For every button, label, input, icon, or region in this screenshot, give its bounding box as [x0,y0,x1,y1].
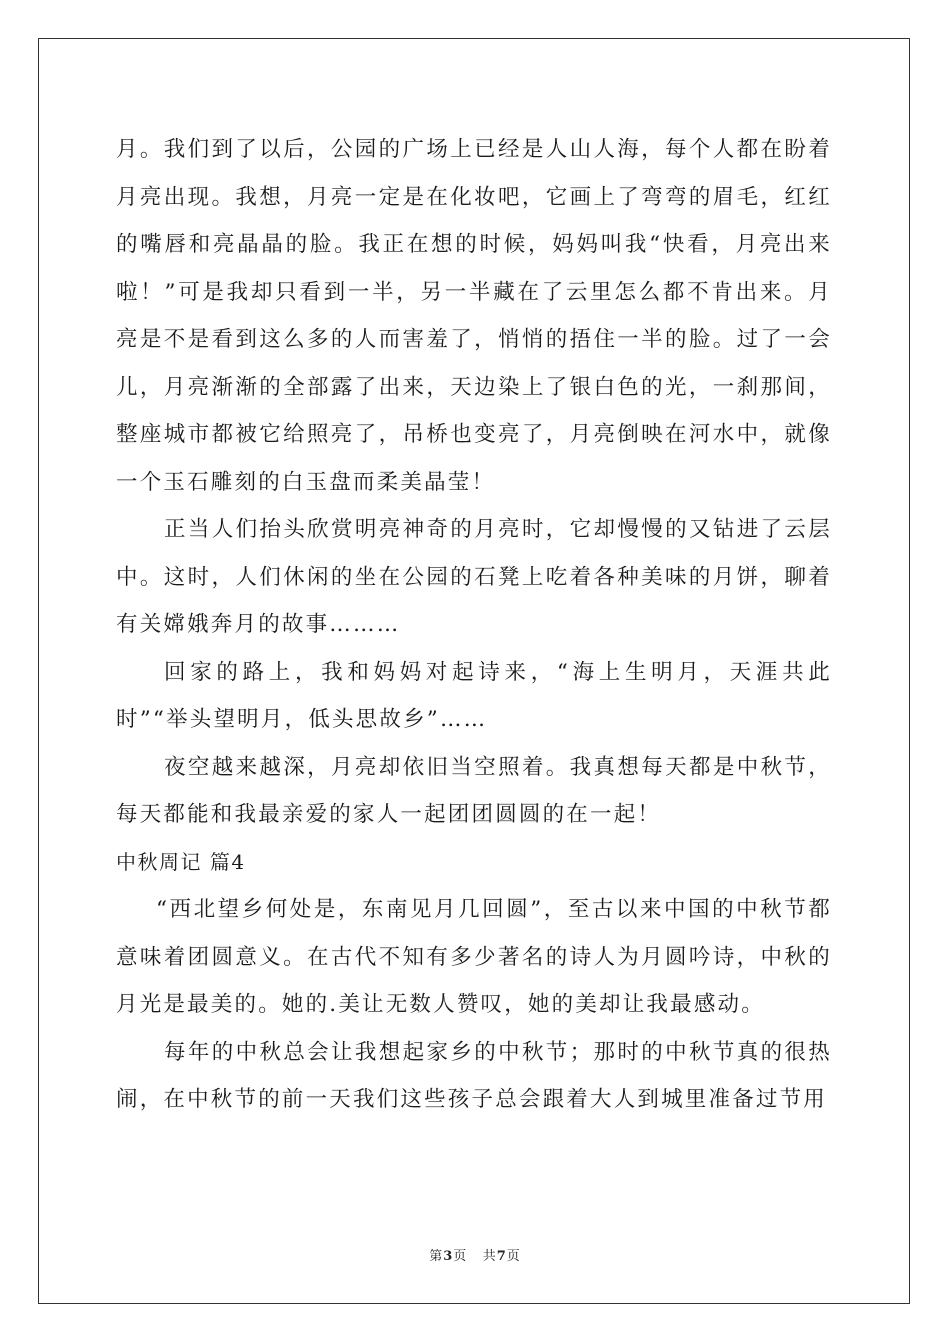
page-footer [0,1245,950,1264]
section-heading: 中秋周记 篇4 [116,849,246,874]
paragraph: 回家的路上，我和妈妈对起诗来，“海上生明月，天涯共此时”“举头望明月，低头思故乡”…… [116,659,832,732]
current-page-number: 3 [443,1249,454,1264]
paragraph: “西北望乡何处是，东南见月几回圆”，至古以来中国的中秋节都意味着团圆意义。在古代不知有多少著名的诗人为月圆吟诗，中秋的月光是最美的。她的.美让无数人赞叹，她的美却让我最感动。 [116,897,832,1017]
paragraph: 每年的中秋总会让我想起家乡的中秋节；那时的中秋节真的很热闹，在中秋节的前一天我们这些孩子总会跟着大人到城里准备过节用 [116,1039,832,1112]
page-prefix: 第 [429,1249,444,1264]
document-body [116,126,832,1124]
paragraph-continued: 月。我们到了以后，公园的广场上已经是人山人海，每个人都在盼着月亮出现。我想，月亮一定是在化妆吧，它画上了弯弯的眉毛，红红的嘴唇和亮晶晶的脸。我正在想的时候，妈妈叫我“快看，月亮出来啦！”可是我却只看到一半，另一半藏在了云里怎么都不肯出来。月亮是不是看到这么多的人而害羞了，悄悄的捂住一半的脸。过了一会儿，月亮渐渐的全部露了出来，天边染上了银白色的光，一刹那间，整座城市都被它给照亮了，吊桥也变亮了，月亮倒映在河水中，就像一个玉石雕刻的白玉盘而柔美晶莹！ [116,137,832,495]
total-suffix: 页 [506,1249,521,1264]
paragraph: 夜空越来越深，月亮却依旧当空照着。我真想每天都是中秋节，每天都能和我最亲爱的家人一起团团圆圆的在一起！ [116,754,832,827]
total-prefix: 共 [482,1249,497,1264]
total-pages-number: 7 [496,1249,507,1264]
page-suffix: 页 [453,1249,468,1264]
paragraph: 正当人们抬头欣赏明亮神奇的月亮时，它却慢慢的又钻进了云层中。这时，人们休闲的坐在公园的石凳上吃着各种美味的月饼，聊着有关嫦娥奔月的故事……… [116,517,832,637]
